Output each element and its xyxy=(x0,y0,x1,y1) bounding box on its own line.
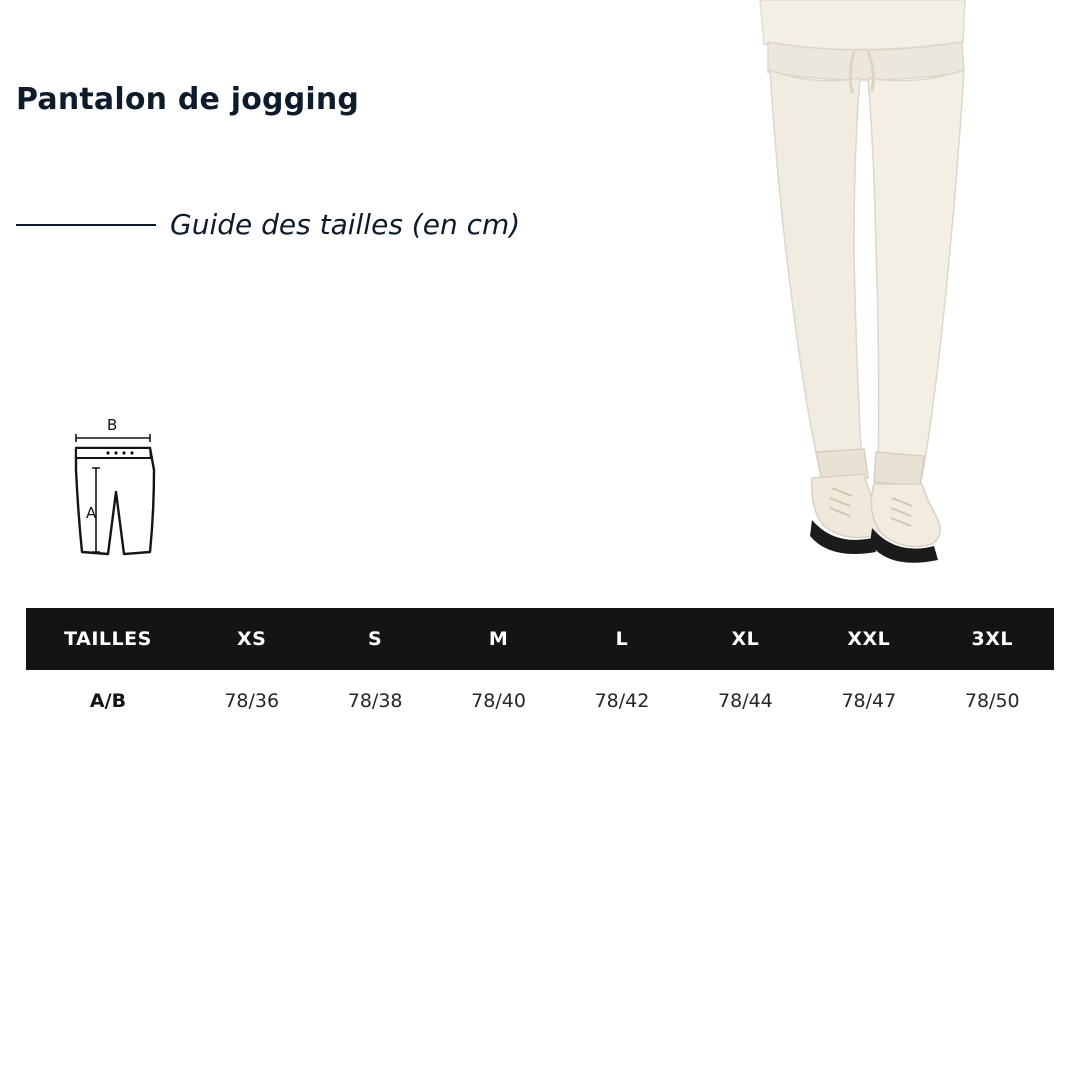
table-header-row xyxy=(26,608,1054,670)
column-header-xl: XL xyxy=(731,628,760,650)
column-header-3xl: 3XL xyxy=(971,628,1013,650)
column-header-s: S xyxy=(368,628,383,650)
column-header-sizes: TAILLES xyxy=(64,628,152,650)
measurement-diagram xyxy=(50,412,200,577)
column-header-xxl: XXL xyxy=(847,628,891,650)
page-subtitle: Guide des tailles (en cm) xyxy=(170,208,521,241)
column-header-m: M xyxy=(488,628,509,650)
cell-ab-m: 78/40 xyxy=(437,670,560,732)
diagram-label-b: B xyxy=(107,416,118,434)
column-header-l: L xyxy=(615,628,629,650)
cell-ab-s: 78/38 xyxy=(313,670,436,732)
product-photo xyxy=(750,0,1080,600)
diagram-label-a: A xyxy=(86,504,97,522)
cell-ab-3xl: 78/50 xyxy=(931,670,1054,732)
cell-ab-xxl: 78/47 xyxy=(807,670,930,732)
size-table-header xyxy=(26,608,1054,670)
page-title: Pantalon de jogging xyxy=(16,82,360,117)
size-table-body xyxy=(26,670,1054,732)
cell-ab-xs: 78/36 xyxy=(190,670,313,732)
size-table xyxy=(26,608,1054,732)
cell-ab-xl: 78/44 xyxy=(684,670,807,732)
table-row xyxy=(26,670,1054,732)
subtitle-divider xyxy=(16,224,156,226)
cell-ab-l: 78/42 xyxy=(560,670,683,732)
subtitle-row xyxy=(16,208,520,241)
row-label-ab: A/B xyxy=(26,670,190,732)
column-header-xs: XS xyxy=(237,628,267,650)
